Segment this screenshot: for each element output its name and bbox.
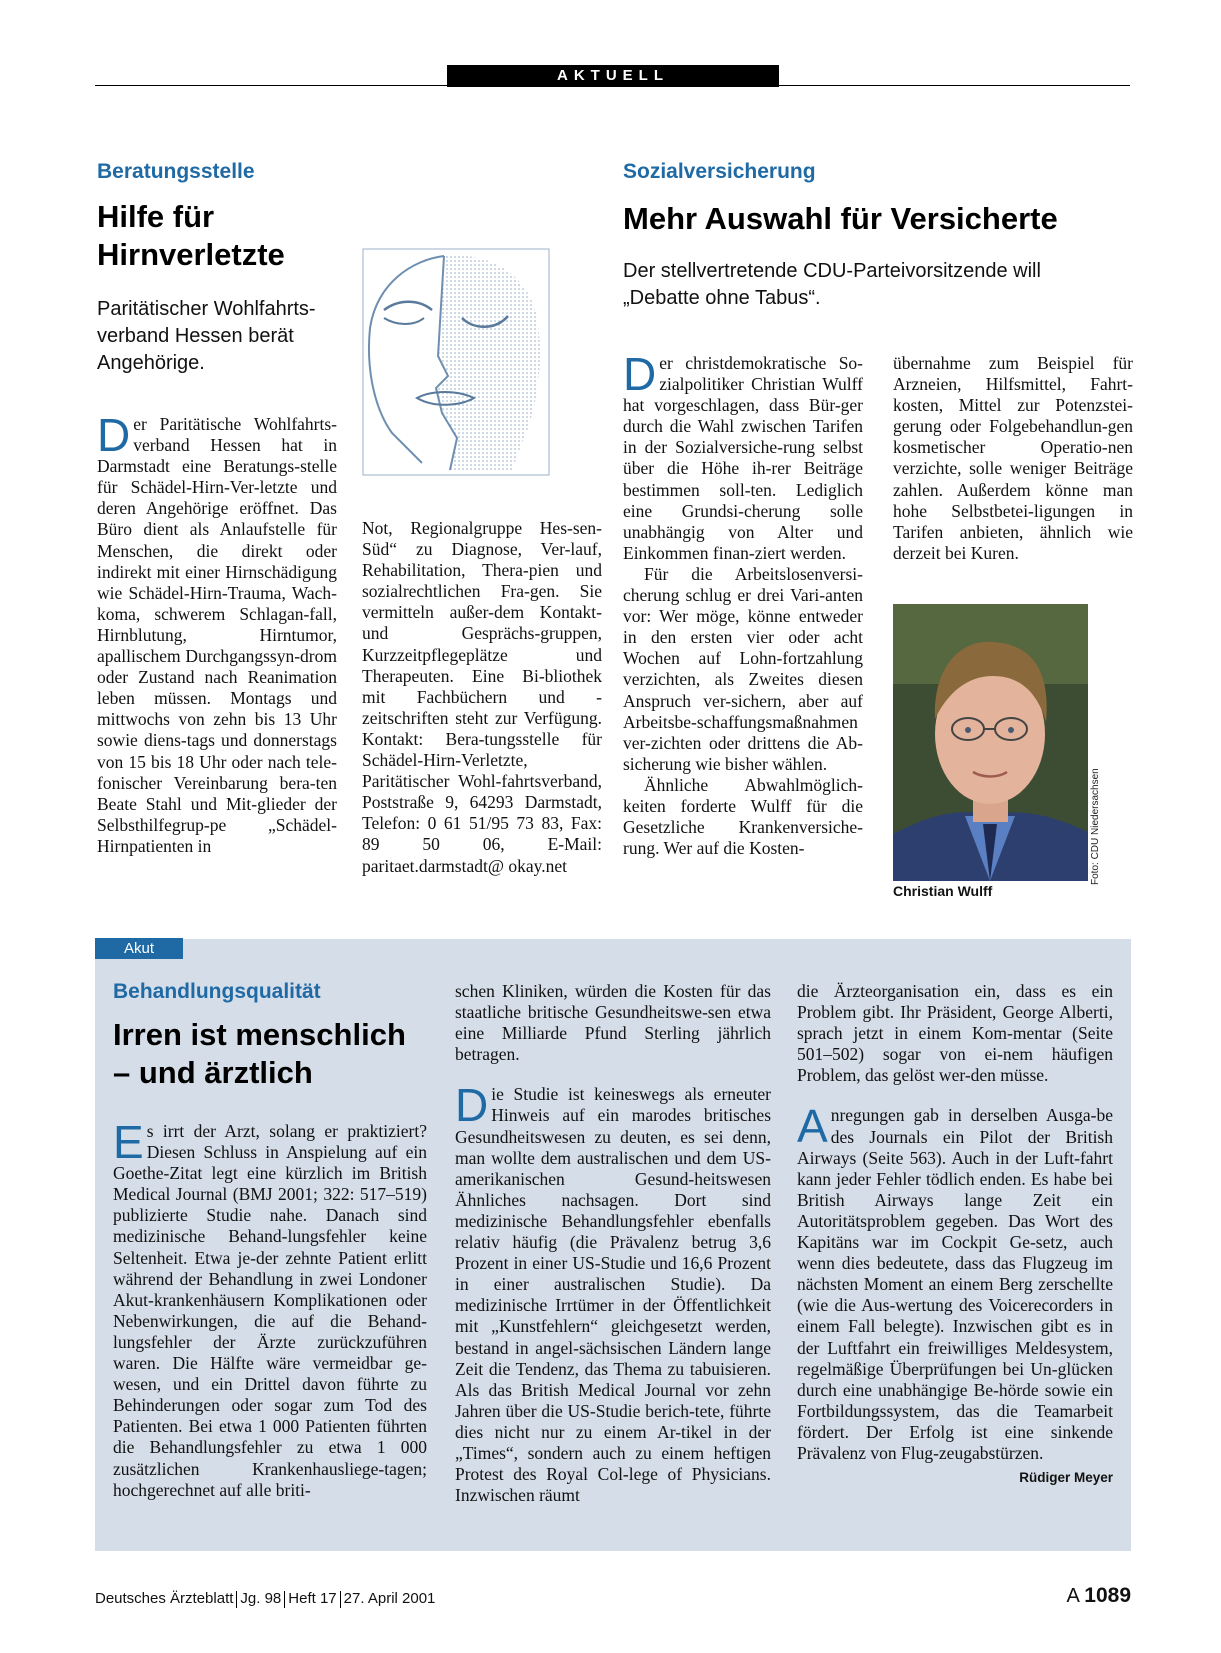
face-drawing-illustration bbox=[362, 248, 550, 476]
portrait-photo bbox=[893, 604, 1088, 881]
box-text-4: die Ärzteorganisation ein, dass es ein Problem gibt. Ihr Präsident, George Alberti, sprach jetzt in einem Kom-mentar (Seite 501–502) sogar von ei-nem häufigen Problem, das gelöst wer-den müsse. bbox=[797, 981, 1113, 1086]
author-signature: Rüdiger Meyer bbox=[1019, 1470, 1113, 1486]
photo-caption: Christian Wulff bbox=[893, 883, 993, 899]
drop-cap: D bbox=[623, 348, 657, 400]
article2-lead: Der stellvertretende CDU-Parteivorsitzende will „Debatte ohne Tabus“. bbox=[623, 260, 1041, 309]
drop-cap: E bbox=[113, 1116, 144, 1168]
article1-headline: Hilfe für Hirnverletzte bbox=[97, 199, 285, 272]
issue: Heft 17 bbox=[288, 1590, 337, 1607]
article1-text-2: Not, Regionalgruppe Hes-sen-Süd“ zu Diagnose, Ver-lauf, Rehabilitation, Thera-pien und sozialrechtlichen Fra-gen. Sie vermitteln außer-dem Kontakt- und Gesprächs-gruppen, Kurzzeitpflegeplätze und Therapeuten. Eine Bi-bliothek mit Fachbüchern und -zeitschriften steht zur Verfügung. Kontakt: Bera-tungsstelle für Schädel-Hirn-Verletzte, Paritätischer Wohl-fahrtsverband, Poststraße 9, 64293 Darmstadt, Telefon: 0 61 51/95 73 83, Fax: 89 50 06, E-Mail: paritaet.darmstadt@ okay.net bbox=[362, 518, 602, 876]
box-text-5: nregungen gab in derselben Ausga-be des Journals ein Pilot der British Airways (Seite 563). Auch in der Luft-fahrt kann jeder Fehler tödlich enden. Es habe bei British Airways lange Zeit ein Autoritätsproblem gegeben. Das Wort des Kapitäns war im Cockpit Ge-setz, auch wenn dies bedeutete, dass das Flugzeug im nächsten Moment an einem Berg zerschellte (wie die Aus-wertung des Voicerecorders in einem Fall belegte). Inzwischen gibt es in der Luftfahrt ein freiwilliges Meldesystem, regelmäßige Überprüfungen bei Un-glücken durch eine unabhängige Be-hörde sowie ein Fortbildungssystem, das die Teamarbeit fördert. Der Erfolg ist eine sinkende Prävalenz von Flug-zeugabstürzen. bbox=[797, 1105, 1113, 1463]
article2-text-1: er christdemokratische So-zialpolitiker Christian Wulff hat vorgeschlagen, dass Bür-ger durch die Wahl zwischen Tarifen in der Sozialversiche-rung selbst über die Höhe ih-rer Beiträge bestimmen soll-ten. Lediglich eine Grundsi-cherung solle unabhängig von Alter und Einkommen finan-ziert werden. bbox=[623, 353, 863, 563]
article2-headline: Mehr Auswahl für Versicherte bbox=[623, 201, 1058, 236]
footer bbox=[95, 1590, 435, 1608]
footer-separator bbox=[236, 1591, 237, 1608]
journal-name: Deutsches Ärzteblatt bbox=[95, 1590, 234, 1607]
article1-lead: Paritätischer Wohlfahrts-verband Hessen berät Angehörige. bbox=[97, 298, 316, 374]
drop-cap: D bbox=[97, 409, 131, 461]
box-column-1 bbox=[113, 1116, 427, 1501]
box-column-3 bbox=[797, 981, 1113, 1488]
page-prefix: A bbox=[1066, 1585, 1079, 1607]
article2-text-3: Ähnliche Abwahlmöglich-keiten forderte Wulff für die Gesetzliche Krankenversiche-rung. Wer auf die Kosten- bbox=[623, 774, 863, 859]
article1-column-1 bbox=[97, 409, 337, 857]
page-number bbox=[1066, 1584, 1131, 1608]
box-text-1: s irrt der Arzt, solang er praktiziert? Diesen Schluss in Anspielung auf ein Goethe-Zitat legt eine kürzlich im British Medical Journal (BMJ 2001; 322: 517–519) publizierte Studie nahe. Danach sind medizinische Behand-lungsfehler keine Seltenheit. Etwa je-der zehnte Patient erlitt während der Behandlung in zwei Londoner Akut-krankenhäusern Komplikationen oder Nebenwirkungen, die auf die Behand-lungsfehler der Ärzte zurückzuführen waren. Die Hälfte wäre vermeidbar ge-wesen, und ein Drittel davon führte zu Behinderungen oder sogar zum Tod des Patienten. Bei etwa 1 000 Patienten führten die Behandlungsfehler zu etwa 1 000 zusätzlichen Krankenhausliege-tagen; hochgerechnet auf alle briti- bbox=[113, 1121, 427, 1500]
drop-cap: D bbox=[455, 1079, 489, 1132]
box-kicker: Behandlungsqualität bbox=[113, 980, 321, 1003]
article2-column-2 bbox=[893, 353, 1133, 564]
volume: Jg. 98 bbox=[240, 1590, 282, 1607]
article2-text-2: Für die Arbeitslosenversi-cherung schlug er drei Vari-anten vor: Wer möge, könne entweder in den ersten vier oder acht Wochen auf Lohn-fortzahlung verzichten, als Zweites diesen Anspruch ver-sichern, aber auf Arbeitsbe-schaffungsmaßnahmen ver-zichten oder drittens die Ab-sicherung wie bisher wählen. bbox=[623, 563, 863, 774]
box-text-3: ie Studie ist keineswegs als erneuter Hinweis auf ein marodes britisches Gesundheitswesen zu deuten, es sei denn, man wollte dem australischen und dem US-amerikanischen Gesund-heitswesen Ähnliches nachsagen. Dort sind medizinische Behandlungsfehler ebenfalls relativ häufig (die Prävalenz betrug 3,6 Prozent in einer US-Studie und 16,6 Prozent in einer australischen Studie). Da medizinische Irrtümer in der Öffentlichkeit mit „Kunstfehlern“ gleichgesetzt werden, bestand in angel-sächsischen Ländern lange Zeit die Tendenz, das Thema zu tabuisieren. Als das British Medical Journal vor zehn Jahren über die US-Studie berich-tete, führte dies nicht nur zu einem Ar-tikel in der „Times“, sondern auch zu einem heftigen Protest des Royal Col-lege of Physicians. Inzwischen räumt bbox=[455, 1084, 771, 1506]
footer-separator bbox=[284, 1591, 285, 1608]
article1-text-1: er Paritätische Wohlfahrts-verband Hessen hat in Darmstadt eine Beratungs-stelle für Schädel-Hirn-Ver-letzte und deren Angehörige eröffnet. Das Büro dient als Anlaufstelle für Menschen, die direkt oder indirekt mit einer Hirnschädigung wie Schädel-Hirn-Trauma, Wach-koma, schwerem Schlagan-fall, Hirnblutung, Hirntumor, apallischem Durchgangssyn-drom oder Zustand nach Reanimation leben müssen. Montags und mittwochs von zehn bis 13 Uhr sowie diens-tags und donnerstags von 15 bis 18 Uhr oder nach tele-fonischer Vereinbarung bera-ten Beate Stahl und Mit-glieder der Selbsthilfegrup-pe „Schädel-Hirnpatienten in bbox=[97, 414, 337, 856]
photo-credit: Foto: CDU Niedersachsen bbox=[1090, 768, 1101, 885]
drop-cap: A bbox=[797, 1100, 828, 1153]
box-headline: Irren ist menschlich – und ärztlich bbox=[113, 1017, 406, 1090]
article1-kicker: Beratungsstelle bbox=[97, 160, 255, 183]
article2-kicker: Sozialversicherung bbox=[623, 160, 816, 183]
footer-separator bbox=[340, 1591, 341, 1608]
issue-date: 27. April 2001 bbox=[343, 1590, 436, 1607]
article1-column-2 bbox=[362, 518, 602, 877]
page-number-value: 1089 bbox=[1084, 1584, 1131, 1607]
box-tab-label: Akut bbox=[95, 938, 183, 959]
box-text-2: schen Kliniken, würden die Kosten für das staatliche britische Gesundheitswe-sen etwa eine Milliarde Pfund Sterling jährlich betragen. bbox=[455, 981, 771, 1065]
section-label: AKTUELL bbox=[447, 65, 779, 87]
article2-text-4: übernahme zum Beispiel für Arzneien, Hilfsmittel, Fahrt-kosten, Mittel zur Potenzstei-gerung oder Folgebehandlun-gen kosmetischer Operatio-nen verzichte, solle weniger Beiträge zahlen. Außerdem könne man hohe Selbstbetei-ligungen in Tarifen anbieten, ähnlich wie derzeit bei Kuren. bbox=[893, 353, 1133, 563]
article2-column-1 bbox=[623, 348, 863, 859]
box-column-2 bbox=[455, 981, 771, 1506]
